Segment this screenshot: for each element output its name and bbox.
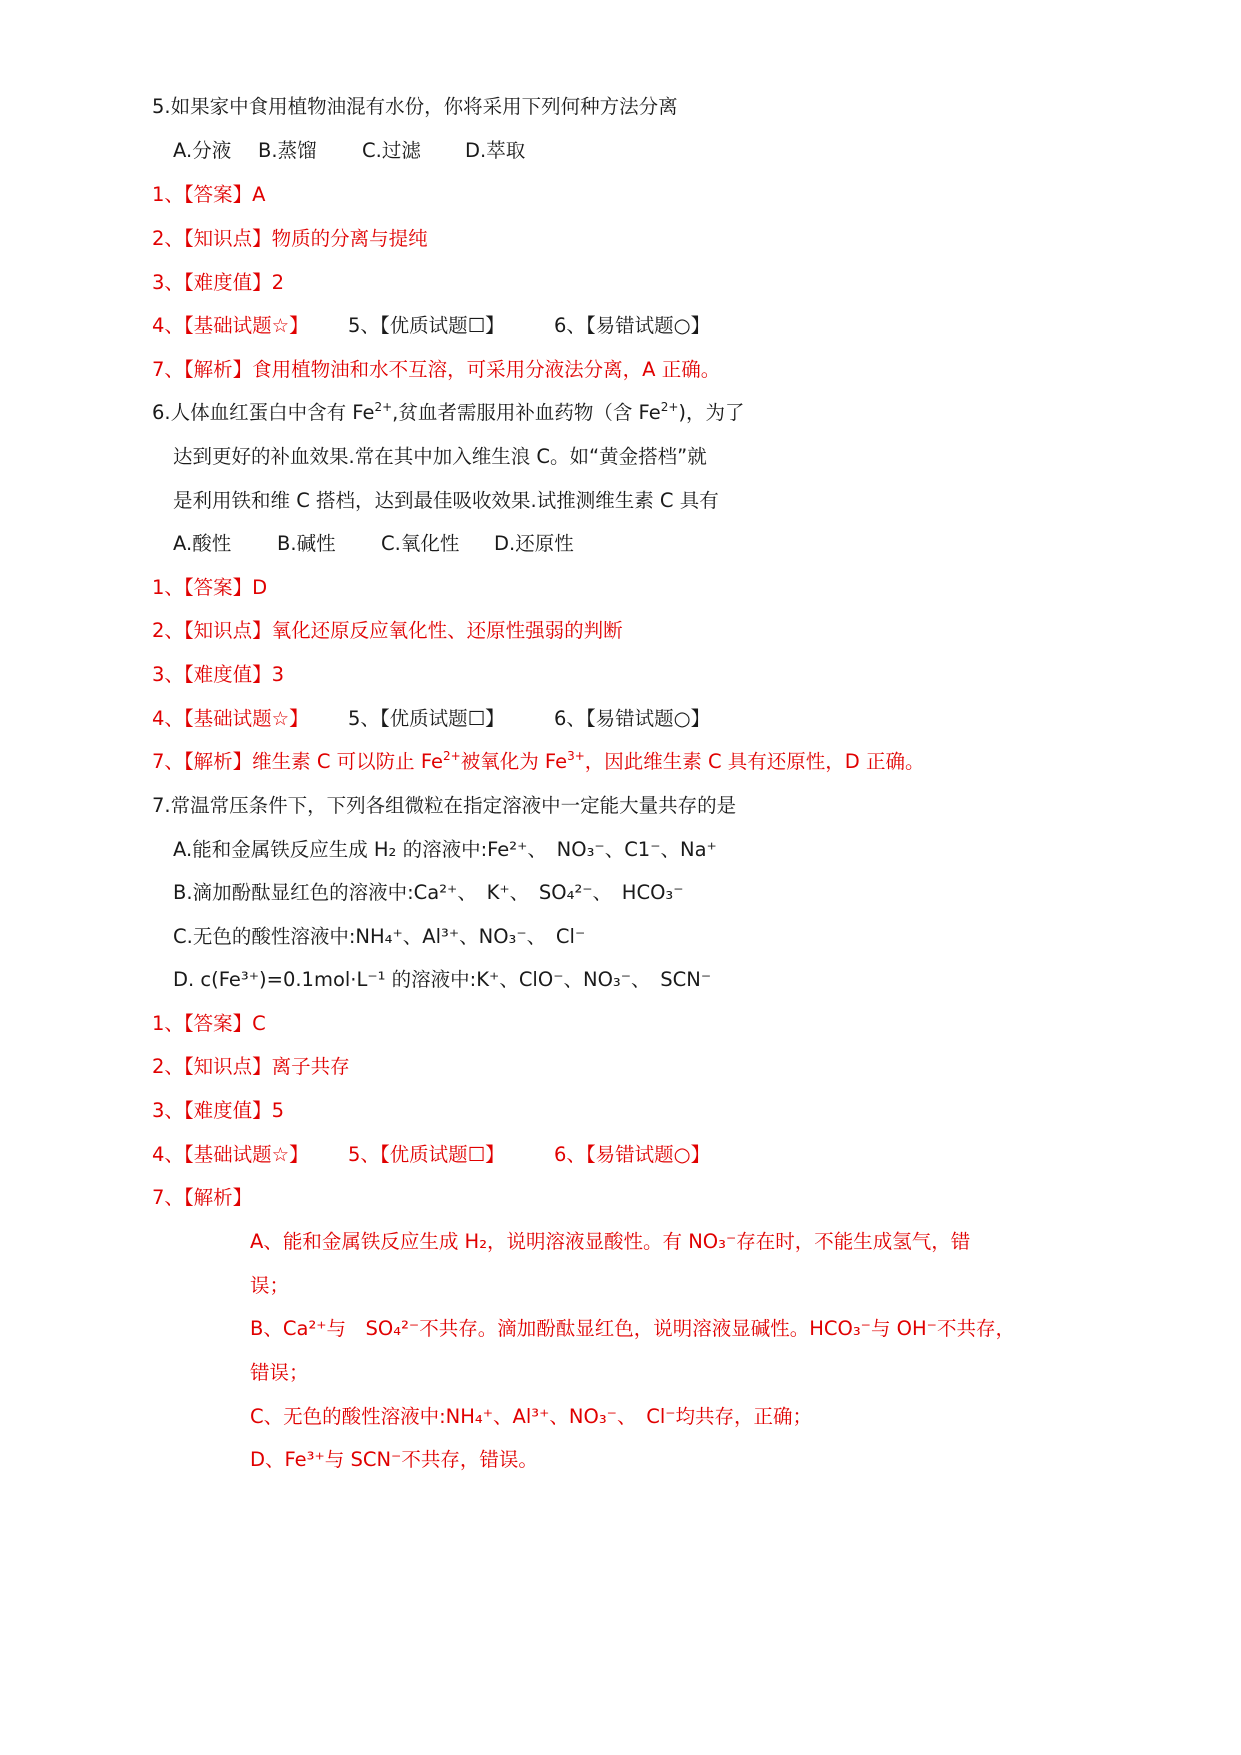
q7-analysis-a-line1: A、能和金属铁反应生成 H₂，说明溶液显酸性。有 NO₃⁻存在时，不能生成氢气，错 [250,1230,971,1253]
q5-option-c: C.过滤 [362,139,421,162]
q6-stem-line1: 6.人体血红蛋白中含有 $Fe^{2+}$,贫血者需服用补血药物（含 $Fe^{2+}$)，为了 [152,400,745,424]
q7-option-a: A.能和金属铁反应生成 H₂ 的溶液中:Fe²⁺、 NO₃⁻、C1⁻、Na⁺ [173,838,717,861]
q6-option-b: B.碱性 [277,532,336,555]
q7-option-b: B.滴加酚酞显红色的溶液中:Ca²⁺、 K⁺、 SO₄²⁻、 HCO₃⁻ [173,881,684,904]
q7-answer: 1、【答案】C [152,1012,266,1035]
q7-analysis-b-line2: 错误； [250,1361,309,1384]
q7-tag-quality: 5、【优质试题☐】 [348,1143,505,1166]
q7-analysis-a-line2: 误； [250,1274,290,1297]
q6-tag-basic: 4、【基础试题☆】 [152,707,309,730]
q5-knowledge: 2、【知识点】物质的分离与提纯 [152,227,428,250]
q6-knowledge: 2、【知识点】氧化还原反应氧化性、还原性强弱的判断 [152,619,623,642]
q6-stem-line3: 是利用铁和维 C 搭档，达到最佳吸收效果.试推测维生素 C 具有 [173,489,719,512]
q7-tag-basic: 4、【基础试题☆】 [152,1143,309,1166]
q7-analysis-b-line1: B、Ca²⁺与 SO₄²⁻不共存。滴加酚酞显红色，说明溶液显碱性。HCO₃⁻与 OH⁻不共存， [250,1317,1015,1340]
q6-tag-error: 6、【易错试题○】 [554,707,711,730]
q5-option-d: D.萃取 [465,139,526,162]
q5-analysis: 7、【解析】食用植物油和水不互溶，可采用分液法分离，A 正确。 [152,358,721,381]
q5-tag-error: 6、【易错试题○】 [554,314,711,337]
q6-tag-quality: 5、【优质试题☐】 [348,707,505,730]
q7-analysis-c: C、无色的酸性溶液中:NH₄⁺、Al³⁺、NO₃⁻、 Cl⁻均共存，正确； [250,1405,813,1428]
q6-difficulty: 3、【难度值】3 [152,663,285,686]
q6-option-c: C.氧化性 [381,532,460,555]
q7-knowledge: 2、【知识点】离子共存 [152,1055,350,1078]
q5-answer: 1、【答案】A [152,183,266,206]
q7-option-c: C.无色的酸性溶液中:NH₄⁺、Al³⁺、NO₃⁻、 Cl⁻ [173,925,586,948]
q7-tag-error: 6、【易错试题○】 [554,1143,711,1166]
q7-option-d: D. c(Fe³⁺)=0.1mol·L⁻¹ 的溶液中:K⁺、ClO⁻、NO₃⁻、 SCN⁻ [173,968,712,991]
q6-analysis: 7、【解析】维生素 C 可以防止 $Fe^{2+}$被氧化为 $Fe^{3+}$，因此维生素 C 具有还原性，D 正确。 [152,749,925,773]
q5-option-b: B.蒸馏 [258,139,317,162]
q7-analysis-d: D、Fe³⁺与 SCN⁻不共存，错误。 [250,1448,538,1471]
q7-stem: 7.常温常压条件下，下列各组微粒在指定溶液中一定能大量共存的是 [152,794,737,817]
q5-tag-quality: 5、【优质试题☐】 [348,314,505,337]
q6-answer: 1、【答案】D [152,576,268,599]
q5-stem: 5.如果家中食用植物油混有水份，你将采用下列何种方法分离 [152,95,678,118]
q5-difficulty: 3、【难度值】2 [152,271,285,294]
q5-tag-basic: 4、【基础试题☆】 [152,314,309,337]
q6-option-a: A.酸性 [173,532,232,555]
q5-option-a: A.分液 [173,139,232,162]
q7-difficulty: 3、【难度值】5 [152,1099,285,1122]
q6-stem-line2: 达到更好的补血效果.常在其中加入维生浪 C。如“黄金搭档”就 [173,445,707,468]
q6-option-d: D.还原性 [494,532,574,555]
q7-analysis-heading: 7、【解析】 [152,1186,253,1209]
